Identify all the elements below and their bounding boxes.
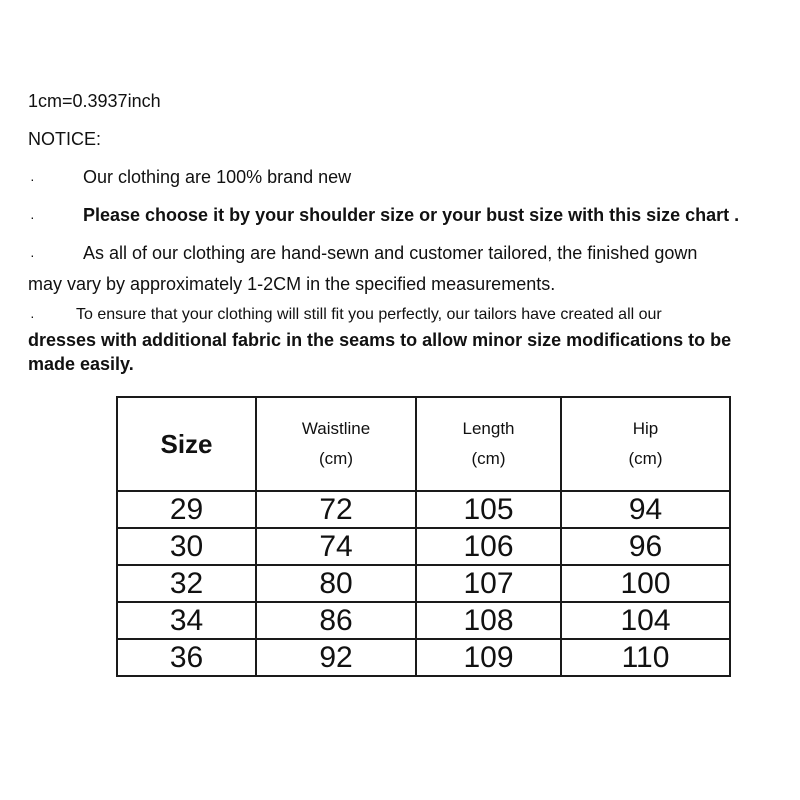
bullet-mark: · [30, 308, 35, 324]
table-cell: 96 [561, 528, 730, 565]
table-cell: 86 [256, 602, 416, 639]
column-header [117, 397, 256, 491]
table-cell: 29 [117, 491, 256, 528]
column-header [561, 397, 730, 491]
table-cell: 36 [117, 639, 256, 676]
table-cell: 100 [561, 565, 730, 602]
table-cell: 74 [256, 528, 416, 565]
table-cell: 94 [561, 491, 730, 528]
column-header-unit: (cm) [471, 449, 506, 468]
column-header-label: Hip [632, 419, 659, 438]
notice-line: Our clothing are 100% brand new [83, 167, 352, 187]
bullet-mark: · [30, 209, 35, 225]
notice-line-continued: may vary by approximately 1-2CM in the specified measurements. [28, 274, 556, 294]
size-chart-table [116, 396, 731, 677]
table-row [117, 639, 730, 676]
column-header-label: Size [160, 428, 213, 459]
column-header-label: Length [462, 419, 515, 438]
column-header-unit: (cm) [319, 449, 353, 468]
table-cell: 110 [561, 639, 730, 676]
table-row [117, 528, 730, 565]
table-cell: 92 [256, 639, 416, 676]
table-cell: 104 [561, 602, 730, 639]
column-header-label: Waistline [301, 419, 371, 438]
bullet-mark: · [30, 171, 35, 187]
table-cell: 108 [416, 602, 561, 639]
table-cell: 32 [117, 565, 256, 602]
table-cell: 34 [117, 602, 256, 639]
table-row [117, 602, 730, 639]
unit-conversion: 1cm=0.3937inch [28, 91, 161, 111]
table-cell: 72 [256, 491, 416, 528]
table-cell: 80 [256, 565, 416, 602]
column-header [416, 397, 561, 491]
notice-line-continued: dresses with additional fabric in the seams to allow minor size modifications to be [28, 330, 732, 350]
table-row [117, 565, 730, 602]
table-cell: 109 [416, 639, 561, 676]
column-header [256, 397, 416, 491]
notice-line: As all of our clothing are hand-sewn and customer tailored, the finished gown [83, 243, 698, 263]
table-cell: 30 [117, 528, 256, 565]
table-row [117, 491, 730, 528]
bullet-mark: · [30, 247, 35, 263]
table-header-row [117, 397, 730, 491]
notice-line: Please choose it by your shoulder size or your bust size with this size chart . [83, 205, 740, 225]
column-header-unit: (cm) [628, 449, 663, 468]
table-cell: 105 [416, 491, 561, 528]
table-cell: 107 [416, 565, 561, 602]
table-cell: 106 [416, 528, 561, 565]
notice-line-continued: made easily. [28, 354, 134, 374]
notice-label: NOTICE: [28, 129, 102, 149]
notice-line: To ensure that your clothing will still fit you perfectly, our tailors have created all our [76, 306, 662, 323]
